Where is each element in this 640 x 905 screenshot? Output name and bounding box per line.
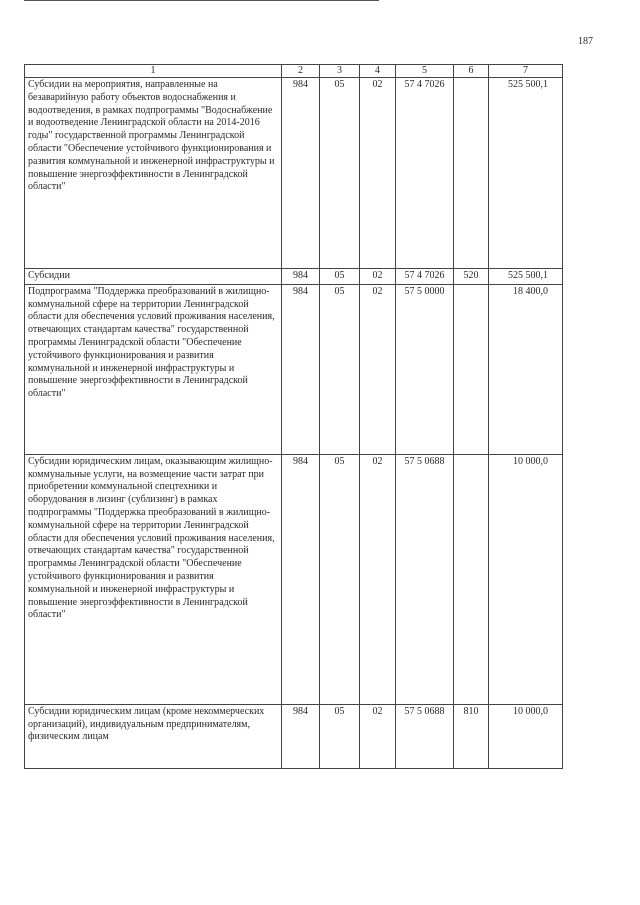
row-name: Субсидии (25, 269, 282, 285)
row-col-4: 02 (360, 284, 396, 454)
table-header-row (25, 65, 563, 78)
row-col-7: 10 000,0 (489, 704, 563, 768)
row-col-4: 02 (360, 78, 396, 269)
table-row (25, 704, 563, 768)
table-row (25, 269, 563, 285)
row-name: Субсидии юридическим лицам (кроме некоммерческих организаций), индивидуальным предпринимателям, физическим лицам (25, 704, 282, 768)
row-col-6: 520 (454, 269, 489, 285)
row-col-5: 57 5 0000 (396, 284, 454, 454)
top-rule (24, 0, 379, 1)
row-col-2: 984 (282, 704, 320, 768)
row-col-4: 02 (360, 704, 396, 768)
header-col-5: 5 (396, 65, 454, 78)
header-col-7: 7 (489, 65, 563, 78)
row-col-4: 02 (360, 269, 396, 285)
row-name: Субсидии на мероприятия, направленные на безаварийную работу объектов водоснабжения и водоотведения, в рамках подпрограммы "Водоснабжение и водоотведение Ленинградской области на 2014-2016 годы" государственной программы Ленинградской области "Обеспечение устойчивого функционирования и развития коммунальной и инженерной инфраструктуры и повышение энергоэффективности в Ленинградской области" (25, 78, 282, 269)
header-col-4: 4 (360, 65, 396, 78)
row-col-2: 984 (282, 269, 320, 285)
row-col-3: 05 (320, 269, 360, 285)
table-row (25, 78, 563, 269)
header-col-6: 6 (454, 65, 489, 78)
row-col-7: 10 000,0 (489, 454, 563, 704)
row-col-6 (454, 454, 489, 704)
table-row (25, 284, 563, 454)
table-row (25, 454, 563, 704)
row-col-2: 984 (282, 454, 320, 704)
row-col-7: 18 400,0 (489, 284, 563, 454)
row-col-2: 984 (282, 284, 320, 454)
row-col-5: 57 5 0688 (396, 454, 454, 704)
row-col-7: 525 500,1 (489, 78, 563, 269)
header-col-1: 1 (25, 65, 282, 78)
row-col-3: 05 (320, 284, 360, 454)
budget-table (24, 64, 563, 769)
row-col-4: 02 (360, 454, 396, 704)
row-col-5: 57 4 7026 (396, 269, 454, 285)
page-number: 187 (578, 36, 593, 47)
row-col-3: 05 (320, 78, 360, 269)
row-name: Подпрограмма "Поддержка преобразований в жилищно-коммунальной сфере на территории Ленинградской области для обеспечения условий проживания населения, отвечающих стандартам качества" государственной программы Ленинградской области "Обеспечение устойчивого функционирования и развития коммунальной и инженерной инфраструктуры и повышение энергоэффективности в Ленинградской области" (25, 284, 282, 454)
header-col-3: 3 (320, 65, 360, 78)
row-col-6 (454, 284, 489, 454)
row-col-2: 984 (282, 78, 320, 269)
row-col-6: 810 (454, 704, 489, 768)
row-col-7: 525 500,1 (489, 269, 563, 285)
header-col-2: 2 (282, 65, 320, 78)
row-col-5: 57 5 0688 (396, 704, 454, 768)
row-col-3: 05 (320, 454, 360, 704)
row-name: Субсидии юридическим лицам, оказывающим жилищно-коммунальные услуги, на возмещение части затрат при приобретении коммунальной спецтехники и оборудования в лизинг (сублизинг) в рамках подпрограммы "Поддержка преобразований в жилищно-коммунальной сфере на территории Ленинградской области для обеспечения условий проживания населения, отвечающих стандартам качества" государственной программы Ленинградской области "Обеспечение устойчивого функционирования и развития коммунальной и инженерной инфраструктуры и повышение энергоэффективности в Ленинградской области" (25, 454, 282, 704)
row-col-6 (454, 78, 489, 269)
row-col-5: 57 4 7026 (396, 78, 454, 269)
row-col-3: 05 (320, 704, 360, 768)
